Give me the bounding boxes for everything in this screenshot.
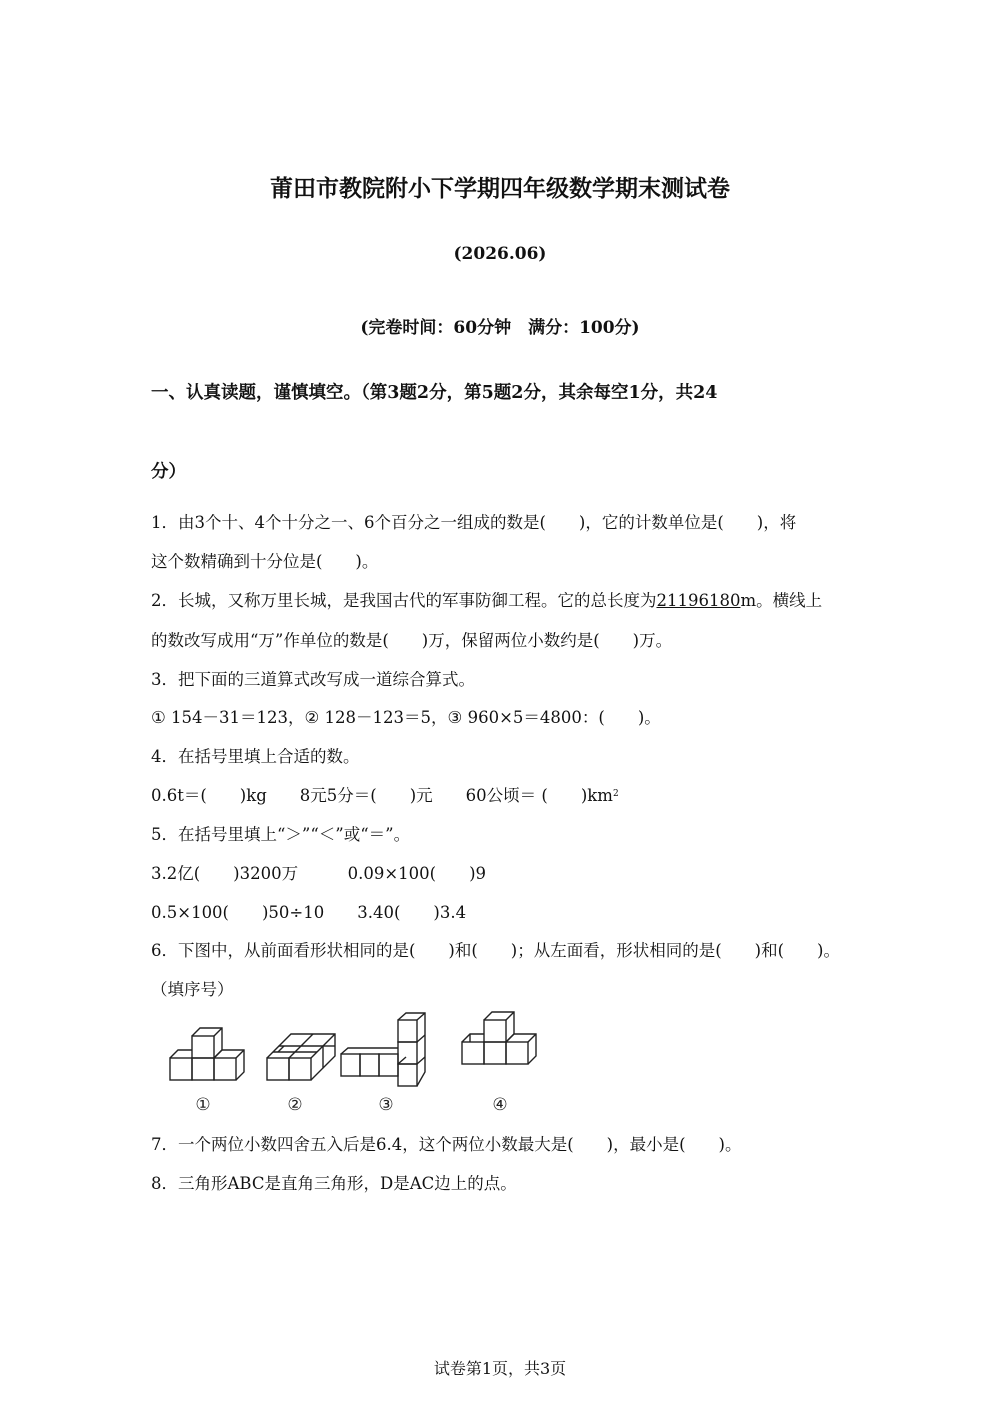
figure-label-4: ④ [492,1095,508,1115]
question-3-line-1: 3．把下面的三道算式改写成一道综合算式。 [151,670,475,689]
underlined-number: 21196180 [656,591,741,610]
question-5-line-3: 0.5×100( )50÷10 3.40( )3.4 [151,903,467,922]
figure-3 [341,1013,425,1086]
figure-label-1: ① [195,1095,211,1115]
figure-2 [267,1034,335,1080]
question-8: 8．三角形ABC是直角三角形，D是AC边上的点。 [151,1174,517,1193]
figure-label-3: ③ [378,1095,394,1115]
section-1-heading: 一、认真读题，谨慎填空。（第3题2分，第5题2分，其余每空1分，共24 [151,383,718,403]
exam-date: (2026.06) [453,244,547,264]
question-4-units: 0.6t＝( )kg 8元5分＝( )元 60公顷＝ ( )km [151,786,613,805]
figure-4 [462,1012,536,1064]
question-5-line-1: 5．在括号里填上“＞”“＜”或“＝”。 [151,825,411,844]
cube-figures-svg [160,1010,560,1122]
question-1-line-1: 1．由3个十、4个十分之一、6个百分之一组成的数是( )，它的计数单位是( )，将 [151,513,797,532]
section-1-heading-cont: 分） [151,462,186,482]
cube-figures [160,1010,560,1122]
question-2-text: 2．长城，又称万里长城，是我国古代的军事防御工程。它的总长度为 [151,591,657,610]
question-2-line-2: 的数改写成用“万”作单位的数是( )万，保留两位小数约是( )万。 [151,631,673,650]
exam-title: 莆田市教院附小下学期四年级数学期末测试卷 [270,176,730,202]
superscript: 2 [612,789,619,799]
page-footer: 试卷第1页，共3页 [433,1359,567,1378]
question-4-line-2 [151,785,619,807]
question-5-line-2: 3.2亿( )3200万 0.09×100( )9 [151,864,487,883]
exam-time-info: (完卷时间：60分钟 满分：100分) [360,318,640,338]
question-2-text-end: m。横线上 [740,591,823,610]
question-6-line-1: 6．下图中，从前面看形状相同的是( )和( )；从左面看，形状相同的是( )和( )。 [151,941,840,960]
figure-1 [170,1028,244,1080]
question-6-line-2: （填序号） [151,980,234,999]
question-1-line-2: 这个数精确到十分位是( )。 [151,552,379,571]
figure-label-2: ② [287,1095,303,1115]
question-7: 7．一个两位小数四舍五入后是6.4，这个两位小数最大是( )，最小是( )。 [151,1135,742,1154]
question-3-line-2: ① 154－31＝123，② 128－123＝5，③ 960×5＝4800：( )。 [151,708,661,727]
question-4-line-1: 4．在括号里填上合适的数。 [151,747,360,766]
question-2-line-1 [151,590,822,612]
